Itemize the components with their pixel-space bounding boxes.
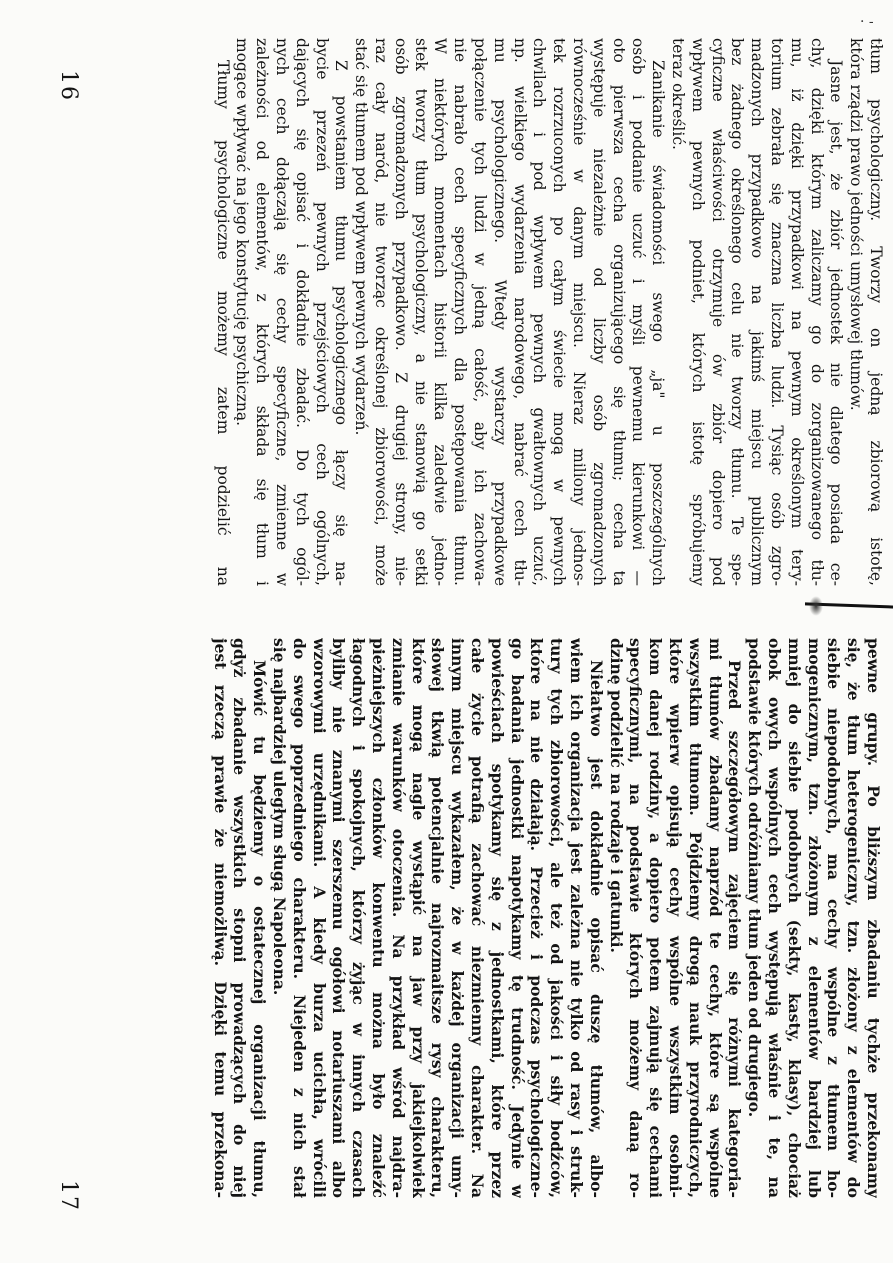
text-line: W niektórych momentach historii kilka zaledwie jedno- — [431, 38, 450, 586]
text-line: madzonych przypadkowo na jakimś miejscu publicznym — [748, 38, 767, 586]
text-line: mogące wpływać na jego konstytucję psychiczną. — [233, 38, 252, 427]
text-line: występuje niezależnie od liczby osób zgromadzonych — [589, 38, 608, 586]
scan-speck: · - — [860, 14, 874, 30]
text-line: raz cały naród, nie tworząc określonej zbiorowości, może — [372, 38, 391, 586]
text-line: mniej do siebie podobnych (sekty, kasty, klasy), chociaż — [784, 638, 804, 1198]
text-line: bycie przezeń pewnych przejściowych cech ogólnych, — [312, 38, 331, 586]
text-line: słowej tkwią potencjalnie najrozmaitsze rysy charakteru, — [428, 638, 448, 1198]
text-line: wzorowymi urzędnikami. A kiedy burza ucichła, wrócili — [309, 638, 329, 1198]
text-line: mu, iż dzięki przypadkowi na pewnym określonym tery- — [787, 38, 806, 586]
text-line: Z powstaniem tłumu psychologicznego łączy się na- — [332, 60, 351, 586]
text-line: chwilach i pod wpływem pewnych gwałtownych uczuć, — [530, 38, 549, 586]
text-line: Zanikanie świadomości swego „ja" u poszczególnych — [649, 60, 668, 586]
text-line: torium zebrała się znaczna liczba ludzi. Tysiąc osób zgro- — [768, 38, 787, 586]
text-line: zależności od elementów, z których składa się tłum i — [253, 38, 272, 586]
text-line: nie nabrało cech specyficznych dla postępowania tłumu. — [451, 38, 470, 586]
text-line: dzinę podzielić na rodzaje i gatunki. — [606, 638, 626, 953]
text-line: pieżniejszych członków konwentu można było znaleźć — [369, 638, 389, 1198]
text-line: podstawie których odróżniamy tłum jeden od drugiego. — [745, 638, 765, 1118]
text-line: oto pierwsza cecha organizującego się tłumu; cecha ta — [609, 38, 628, 586]
left-page-body — [212, 38, 885, 586]
right-page — [0, 606, 893, 1263]
text-line: dających się opisać i dokładnie zbadać. Do tych ogól- — [292, 38, 311, 586]
text-line: się, że tłum heterogeniczny, tzn. złożony z elementów do — [844, 638, 864, 1198]
text-line: innym miejscu wykazałem, że w każdej organizacji umy- — [448, 638, 468, 1198]
text-line: bez żadnego określonego celu nie tworzy tłumu. Te spe- — [728, 38, 747, 586]
text-line: powieściach spotykamy się z jednostkami, które przez — [487, 638, 507, 1198]
text-line: stać się tłumem pod wpływem pewnych wydarzeń. — [352, 38, 371, 436]
text-line: które mogą nagle wystąpić na jaw przy jakiejkolwiek — [408, 638, 428, 1198]
text-line: siebie niepodobnych, ma cechy wspólne z tłumem ho- — [824, 638, 844, 1198]
text-line: tłum psychologiczny. Tworzy on jedną zbiorową istotę, — [867, 38, 885, 586]
right-page-number: 17 — [56, 1180, 81, 1212]
text-line: teraz określić. — [669, 38, 688, 150]
text-line: wpływem pewnych podniet, których istotę spróbujemy — [688, 38, 707, 586]
text-line: Tłumy psychologiczne możemy zatem podzielić na — [213, 60, 232, 586]
text-line: która rządzi prawo jedności umysłowej tłumów. — [847, 38, 866, 411]
text-line: go badania jednostki napotykamy tę trudność. Jedynie w — [507, 638, 527, 1198]
text-line: zmianie warunków otoczenia. Na przykład wśród najdra- — [388, 638, 408, 1198]
text-line: do swego poprzedniego charakteru. Niejeden z nich stał — [289, 638, 309, 1198]
text-line: które wpierw opisują cechy wspólne wszystkim osobni- — [666, 638, 686, 1198]
text-line: nych cech dołączają się cechy specyficzne, zmienne w — [273, 38, 292, 586]
text-line: chy, dzięki którym zaliczamy go do zorganizowanego tłu- — [807, 38, 826, 586]
text-line: byliby nie znanymi szerszemu ogółowi notariuszami albo — [329, 638, 349, 1198]
text-line: kom danej rodziny, a dopiero potem zajmują się cechami — [646, 638, 666, 1198]
text-line: łagodnych i spokojnych, którzy żyjąc w innych czasach — [349, 638, 369, 1198]
text-line: stek tworzy tłum psychologiczny, a nie stanowią go setki — [411, 38, 430, 586]
text-line: pewne grupy. Po bliższym zbadaniu tychże przekonamy — [864, 638, 883, 1198]
text-line: Mówić tu będziemy o ostatecznej organizacji tłumu, — [250, 660, 270, 1198]
text-line: Przed szczegółowym zajęciem się różnymi kategoria- — [725, 660, 745, 1198]
text-line: osób i poddanie uczuć i myśli pewnemu kierunkowi — — [629, 38, 648, 586]
text-line: mogenicznym, tzn. złożonym z elementów bardziej lub — [804, 638, 824, 1198]
left-page-number: 16 — [56, 70, 81, 102]
text-line: Niełatwo jest dokładnie opisać duszę tłumów, albo- — [586, 660, 606, 1198]
left-page — [0, 0, 893, 606]
text-line: np. wielkiego wydarzenia narodowego, nabrać cech tłu- — [510, 38, 529, 586]
text-line: tek rozrzuconych po całym świecie mogą w pewnych — [550, 38, 569, 586]
text-line: jest rzeczą prawie że niemożliwą. Dzięki temu przekona- — [210, 638, 230, 1198]
text-line: cyficzne właściwości otrzymuje ów zbiór dopiero pod — [708, 38, 727, 586]
text-line: które na nie działają. Przecież i podczas psychologiczne- — [527, 638, 547, 1198]
text-line: obok owych wspólnych cech występują właśnie i te, na — [765, 638, 785, 1198]
text-line: mi tłumów zbadamy naprzód te cechy, które są wspólne — [705, 638, 725, 1198]
text-line: równocześnie w danym miejscu. Nieraz miliony jednos- — [570, 38, 589, 586]
text-line: się najbardziej uległym sługą Napoleona. — [270, 638, 290, 996]
text-line: wszystkim tłumom. Pójdziemy drogą nauk przyrodniczych, — [685, 638, 705, 1198]
text-line: gdyż zbadanie wszystkich stopni prowadzących do niej — [230, 638, 250, 1198]
text-line: osób zgromadzonych przypadkowo. Z drugiej strony, nie- — [391, 38, 410, 586]
text-line: specyficznymi, na podstawie których możemy daną ro- — [626, 638, 646, 1198]
text-line: wiem ich organizacja jest zależna nie tylko od rasy i struk- — [567, 638, 587, 1198]
text-line: całe życie potrafią zachować niezmienny charakter. Na — [468, 638, 488, 1198]
text-line: połączenie tych ludzi w jedną całość, aby ich zachowa- — [471, 38, 490, 586]
text-line: Jasne jest, że zbiór jednostek nie dlatego posiada ce- — [827, 60, 846, 586]
text-line: mu psychologicznego. Wtedy wystarczy przypadkowe — [490, 38, 509, 586]
text-line: tury tych zbiorowości, ale też od jakości i siły bodźców, — [547, 638, 567, 1198]
right-page-body — [210, 638, 883, 1198]
